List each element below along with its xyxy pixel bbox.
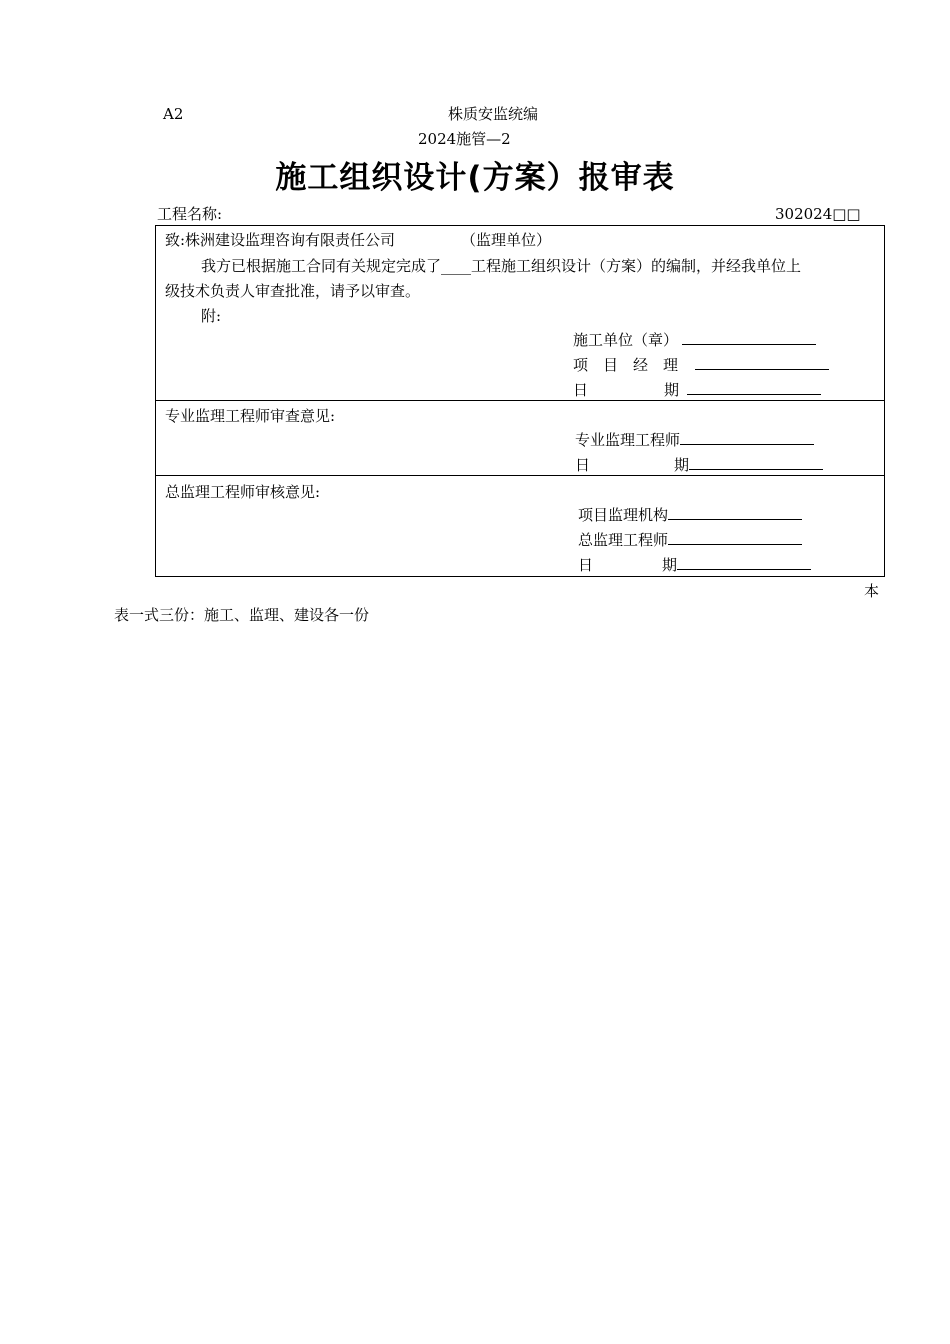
construction-unit-signature [573, 330, 816, 350]
submission-section [155, 225, 885, 401]
attachment-label: 附: [201, 307, 222, 325]
date-label-day-3: 日 [578, 556, 594, 574]
date-label-period: 期 [664, 381, 680, 399]
page-title: 施工组织设计(方案）报审表 [275, 160, 675, 196]
chief-review-section [155, 475, 885, 577]
date-signature-2 [575, 455, 823, 475]
date-label-period-3: 期 [662, 556, 678, 574]
date-label-day-2: 日 [575, 456, 591, 474]
footer-note-line-1: 本 [864, 582, 880, 600]
engineer-review-heading: 专业监理工程师审查意见: [165, 407, 336, 425]
footer-note-line-2: 表一式三份：施工、监理、建设各一份 [114, 606, 370, 624]
form-number: 2024施管—2 [418, 130, 511, 148]
form-code: A2 [163, 105, 184, 123]
engineer-signature [575, 430, 814, 450]
chief-engineer-field[interactable] [668, 530, 802, 545]
publisher-label: 株质安监统编 [448, 105, 539, 123]
engineer-review-section [155, 400, 885, 476]
project-manager-label: 项 目 经 理 [573, 356, 679, 374]
chief-review-heading: 总监理工程师审核意见: [165, 483, 321, 501]
date-signature-1 [573, 380, 821, 400]
date-signature-3 [578, 555, 811, 575]
chief-engineer-signature [578, 530, 802, 550]
date-field-3[interactable] [677, 555, 811, 570]
date-label-period-2: 期 [674, 456, 690, 474]
project-manager-field[interactable] [695, 355, 829, 370]
date-label-day: 日 [573, 381, 589, 399]
supervision-org-label: 项目监理机构 [578, 506, 669, 524]
supervision-org-field[interactable] [668, 505, 802, 520]
project-manager-signature [573, 355, 829, 375]
construction-unit-label: 施工单位（章） [573, 331, 679, 349]
serial-number: 302024□□ [775, 205, 861, 223]
project-name-label: 工程名称: [157, 205, 223, 223]
body-text-line-2: 级技术负责人审查批准，请予以审查。 [165, 282, 421, 300]
chief-engineer-label: 总监理工程师 [578, 531, 669, 549]
date-field-1[interactable] [687, 380, 821, 395]
date-field-2[interactable] [689, 455, 823, 470]
supervision-org-signature [578, 505, 802, 525]
construction-unit-field[interactable] [682, 330, 816, 345]
engineer-field[interactable] [680, 430, 814, 445]
addressee-text: 致:株洲建设监理咨询有限责任公司 [165, 231, 396, 249]
addressee-role: （监理单位） [461, 231, 552, 249]
engineer-label: 专业监理工程师 [575, 431, 681, 449]
body-text-line-1: 我方已根据施工合同有关规定完成了____工程施工组织设计（方案）的编制，并经我单位上 [201, 257, 802, 275]
